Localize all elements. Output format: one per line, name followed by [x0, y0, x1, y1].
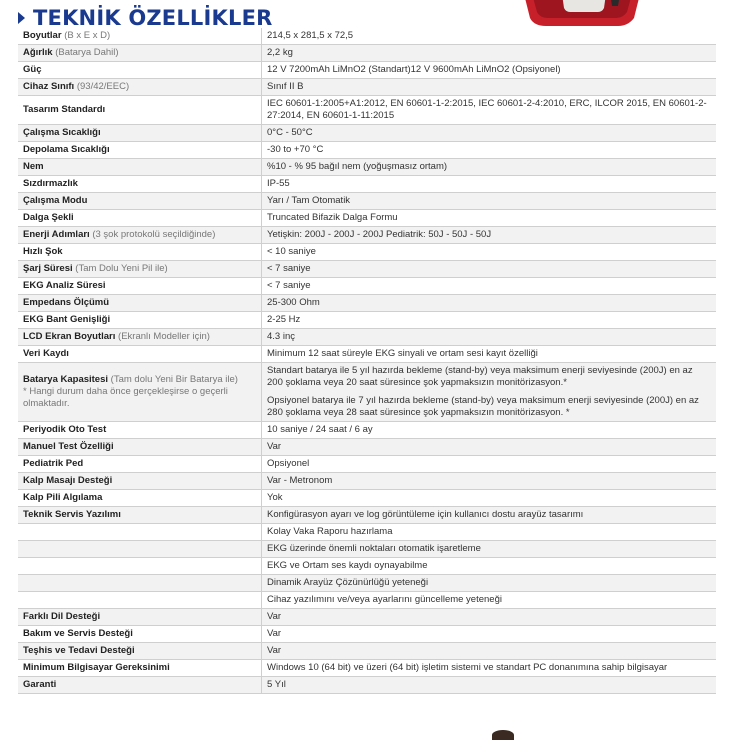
spec-label — [18, 592, 262, 609]
spec-label — [18, 507, 262, 524]
spec-value: 25-300 Ohm — [262, 295, 717, 312]
spec-value: IP-55 — [262, 176, 717, 193]
spec-value: %10 - % 95 bağıl nem (yoğuşmasız ortam) — [262, 159, 717, 176]
spec-label — [18, 626, 262, 643]
table-row — [18, 473, 716, 490]
spec-label-text: Minimum Bilgisayar Gereksinimi — [23, 662, 170, 673]
spec-label-note: * Hangi durum daha önce gerçekleşirse o geçerli olmaktadır. — [23, 386, 228, 409]
spec-label-hint: (Batarya Dahil) — [55, 47, 119, 58]
table-row — [18, 592, 716, 609]
table-row — [18, 490, 716, 507]
spec-label-text: Farklı Dil Desteği — [23, 611, 101, 622]
table-row — [18, 541, 716, 558]
device-edge — [492, 730, 514, 740]
spec-label — [18, 193, 262, 210]
spec-label — [18, 677, 262, 694]
spec-label-text: Kalp Masajı Desteği — [23, 475, 113, 486]
table-row — [18, 261, 716, 278]
spec-value — [262, 363, 717, 422]
spec-label — [18, 227, 262, 244]
spec-label-text: Garanti — [23, 679, 57, 690]
table-row — [18, 329, 716, 346]
table-row — [18, 507, 716, 524]
spec-value: Var — [262, 626, 717, 643]
spec-label — [18, 295, 262, 312]
service-feature: Cihaz yazılımını ve/veya ayarlarını güncelleme yeteneği — [262, 592, 717, 609]
spec-value: 214,5 x 281,5 x 72,5 — [262, 28, 717, 45]
spec-label-text: Periyodik Oto Test — [23, 424, 107, 435]
battery-optional-text: Opsiyonel batarya ile 7 yıl hazırda bekleme (stand-by) veya maksimum enerji seviyesinde (200J) en az 280 şoklama veya 28 saat süresince şok yapmaksızın monitörizasyon. * — [267, 395, 699, 418]
table-row — [18, 643, 716, 660]
spec-label — [18, 439, 262, 456]
spec-label — [18, 422, 262, 439]
spec-label-text: Bakım ve Servis Desteği — [23, 628, 133, 639]
spec-label-text: Depolama Sıcaklığı — [23, 144, 110, 155]
spec-label — [18, 244, 262, 261]
spec-label — [18, 96, 262, 125]
spec-label-text: Ağırlık — [23, 47, 53, 58]
section-header — [18, 6, 273, 30]
spec-value: Minimum 12 saat süreyle EKG sinyali ve ortam sesi kayıt özelliği — [262, 346, 717, 363]
table-row — [18, 609, 716, 626]
service-feature: EKG ve Ortam ses kaydı oynayabilme — [262, 558, 717, 575]
page-title: TEKNİK ÖZELLİKLER — [33, 6, 273, 30]
table-row — [18, 626, 716, 643]
spec-label-hint: (93/42/EEC) — [76, 81, 130, 92]
spec-label — [18, 609, 262, 626]
spec-value: 2-25 Hz — [262, 312, 717, 329]
spec-value: < 10 saniye — [262, 244, 717, 261]
spec-value: Windows 10 (64 bit) ve üzeri (64 bit) işletim sistemi ve standart PC donanımına sahip bilgisayar — [262, 660, 717, 677]
spec-value: Truncated Bifazik Dalga Formu — [262, 210, 717, 227]
spec-label — [18, 490, 262, 507]
spec-label — [18, 125, 262, 142]
spec-label — [18, 473, 262, 490]
table-row — [18, 125, 716, 142]
table-row — [18, 422, 716, 439]
table-row — [18, 456, 716, 473]
spec-label-hint: (3 şok protokolü seçildiğinde) — [92, 229, 216, 240]
table-row — [18, 227, 716, 244]
spec-label-hint: (Tam dolu Yeni Bir Batarya ile) — [110, 374, 238, 385]
spec-label — [18, 363, 262, 422]
spec-label — [18, 159, 262, 176]
spec-value: Var — [262, 643, 717, 660]
table-row — [18, 660, 716, 677]
spec-label-text: EKG Bant Genişliği — [23, 314, 111, 325]
battery-standard-text: Standart batarya ile 5 yıl hazırda bekleme (stand-by) veya maksimum enerji seviyesinde (200J) en az 200 şoklama veya 20 saat süresince şok yapmaksızın monitörizasyon.* — [267, 365, 693, 388]
table-row — [18, 176, 716, 193]
spec-value: Yetişkin: 200J - 200J - 200J Pediatrik: 50J - 50J - 50J — [262, 227, 717, 244]
spec-label-text: Teşhis ve Tedavi Desteği — [23, 645, 135, 656]
table-row — [18, 677, 716, 694]
spec-value: Opsiyonel — [262, 456, 717, 473]
spec-value: -30 to +70 °C — [262, 142, 717, 159]
spec-label — [18, 346, 262, 363]
spec-label-text: Kalp Pili Algılama — [23, 492, 103, 503]
table-row — [18, 45, 716, 62]
spec-label-hint: (Tam Dolu Yeni Pil ile) — [75, 263, 168, 274]
spec-label-text: Sızdırmazlık — [23, 178, 78, 189]
spec-value: Var - Metronom — [262, 473, 717, 490]
spec-label — [18, 312, 262, 329]
spec-table — [18, 28, 716, 694]
spec-value: 5 Yıl — [262, 677, 717, 694]
spec-value: 4.3 inç — [262, 329, 717, 346]
spec-label-text: Teknik Servis Yazılımı — [23, 509, 121, 520]
spec-value: Var — [262, 439, 717, 456]
table-row — [18, 96, 716, 125]
service-feature: Kolay Vaka Raporu hazırlama — [262, 524, 717, 541]
spec-label-text: Çalışma Modu — [23, 195, 88, 206]
spec-value: 12 V 7200mAh LiMnO2 (Standart)12 V 9600mAh LiMnO2 (Opsiyonel) — [262, 62, 717, 79]
table-row — [18, 346, 716, 363]
spec-label — [18, 278, 262, 295]
table-row — [18, 62, 716, 79]
spec-label-text: Şarj Süresi — [23, 263, 73, 274]
table-row — [18, 295, 716, 312]
spec-value: Yarı / Tam Otomatik — [262, 193, 717, 210]
table-row — [18, 210, 716, 227]
spec-label-text: Cihaz Sınıfı — [23, 81, 75, 92]
spec-label-text: Çalışma Sıcaklığı — [23, 127, 101, 138]
spec-label — [18, 541, 262, 558]
spec-label-text: Enerji Adımları — [23, 229, 90, 240]
table-row — [18, 524, 716, 541]
spec-label-text: Empedans Ölçümü — [23, 297, 110, 308]
table-row — [18, 278, 716, 295]
spec-label-text: Dalga Şekli — [23, 212, 74, 223]
table-row — [18, 193, 716, 210]
spec-value: IEC 60601-1:2005+A1:2012, EN 60601-1-2:2015, IEC 60601-2-4:2010, ERC, ILCOR 2015, EN 60601-2-27:2014, EN 60601-1-11:2015 — [262, 96, 717, 125]
table-row — [18, 439, 716, 456]
table-row — [18, 244, 716, 261]
spec-value: 2,2 kg — [262, 45, 717, 62]
device-image — [522, 0, 642, 28]
spec-label-text: Batarya Kapasitesi — [23, 374, 109, 385]
spec-label — [18, 142, 262, 159]
service-feature: Konfigürasyon ayarı ve log görüntüleme için kullanıcı dostu arayüz tasarımı — [262, 507, 717, 524]
spec-label-text: Pediatrik Ped — [23, 458, 84, 469]
spec-label-text: Veri Kaydı — [23, 348, 69, 359]
service-feature: EKG üzerinde önemli noktaları otomatik işaretleme — [262, 541, 717, 558]
spec-label-text: Hızlı Şok — [23, 246, 63, 257]
spec-label-text: Manuel Test Özelliği — [23, 441, 114, 452]
table-row-battery — [18, 363, 716, 422]
spec-label — [18, 456, 262, 473]
spec-label — [18, 558, 262, 575]
spec-label-text: Tasarım Standardı — [23, 104, 106, 115]
spec-value: Var — [262, 609, 717, 626]
table-row — [18, 28, 716, 45]
spec-label — [18, 79, 262, 96]
table-row — [18, 575, 716, 592]
spec-value: 10 saniye / 24 saat / 6 ay — [262, 422, 717, 439]
spec-label — [18, 575, 262, 592]
table-row — [18, 312, 716, 329]
table-row — [18, 79, 716, 96]
spec-value: < 7 saniye — [262, 278, 717, 295]
spec-label — [18, 643, 262, 660]
arrow-icon — [18, 12, 25, 24]
spec-label-text: Güç — [23, 64, 42, 75]
spec-label-text: Boyutlar — [23, 30, 62, 41]
spec-label-text: LCD Ekran Boyutları — [23, 331, 116, 342]
spec-value: Yok — [262, 490, 717, 507]
spec-label — [18, 210, 262, 227]
table-row — [18, 558, 716, 575]
spec-value: < 7 saniye — [262, 261, 717, 278]
spec-label — [18, 176, 262, 193]
spec-value: 0°C - 50°C — [262, 125, 717, 142]
table-row — [18, 159, 716, 176]
spec-value: Sınıf II B — [262, 79, 717, 96]
spec-label — [18, 660, 262, 677]
spec-label-text: Nem — [23, 161, 44, 172]
table-row — [18, 142, 716, 159]
spec-label-hint: (Ekranlı Modeller için) — [118, 331, 210, 342]
spec-label — [18, 329, 262, 346]
spec-label — [18, 28, 262, 45]
spec-label-text: EKG Analiz Süresi — [23, 280, 106, 291]
spec-label — [18, 45, 262, 62]
spec-label — [18, 261, 262, 278]
spec-label-hint: (B x E x D) — [64, 30, 111, 41]
spec-label — [18, 62, 262, 79]
spec-label — [18, 524, 262, 541]
service-feature: Dinamik Arayüz Çözünürlüğü yeteneği — [262, 575, 717, 592]
